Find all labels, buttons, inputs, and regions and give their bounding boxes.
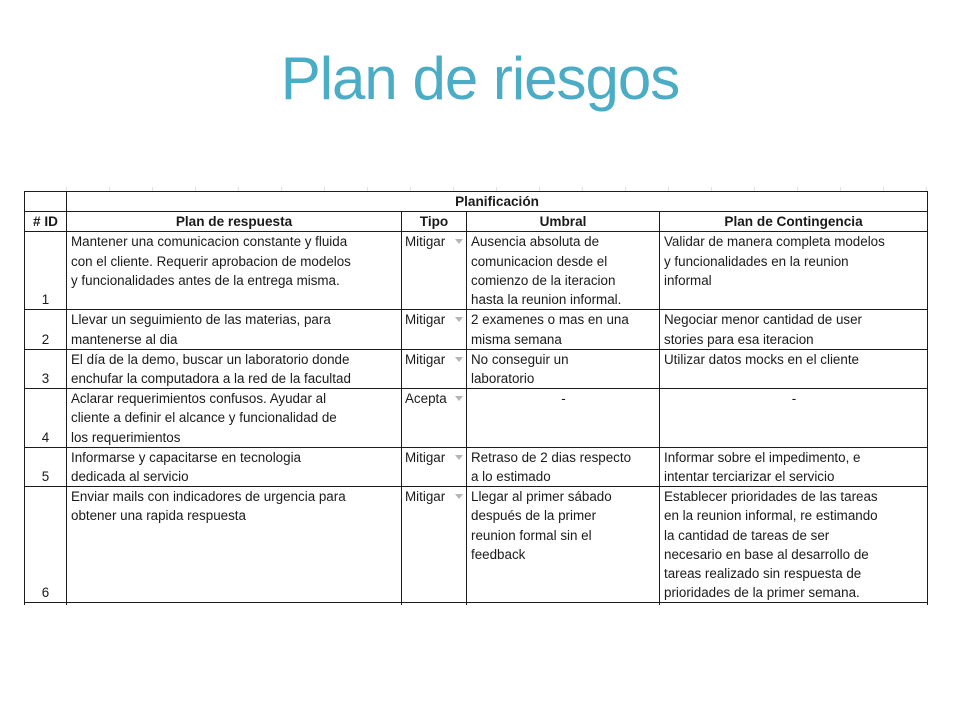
dropdown-arrow-icon[interactable] xyxy=(455,455,463,460)
plan-respuesta-cell: Enviar mails con indicadores de urgencia para obtener una rapida respuesta xyxy=(67,487,402,603)
tipo-value: Mitigar xyxy=(405,489,446,505)
slide-title: Plan de riesgos xyxy=(280,45,680,112)
contingencia-cell: Validar de manera completa modelos y funcionalidades en la reunion informal xyxy=(660,232,928,310)
table-row xyxy=(25,447,928,486)
row-id: 5 xyxy=(25,447,67,486)
umbral-cell: - xyxy=(467,389,660,448)
row-id: 4 xyxy=(25,389,67,448)
umbral-cell: No conseguir un laboratorio xyxy=(467,349,660,388)
spreadsheet-screenshot xyxy=(24,187,954,605)
column-header-plan-respuesta: Plan de respuesta xyxy=(67,212,402,232)
tipo-value: Mitigar xyxy=(405,312,446,328)
plan-respuesta-cell: Mantener una comunicacion constante y fluida con el cliente. Requerir aprobacion de modelos y funcionalidades antes de la entrega misma. xyxy=(67,232,402,310)
tipo-value: Mitigar xyxy=(405,234,446,250)
row-id: 6 xyxy=(25,487,67,603)
dropdown-arrow-icon[interactable] xyxy=(455,396,463,401)
trailing-row xyxy=(25,603,928,605)
table-row xyxy=(25,389,928,448)
empty-cell xyxy=(660,603,928,605)
row-id: 1 xyxy=(25,232,67,310)
table-row xyxy=(25,349,928,388)
umbral-cell: Llegar al primer sábado después de la primer reunion formal sin el feedback xyxy=(467,487,660,603)
tipo-value: Mitigar xyxy=(405,351,446,367)
dropdown-arrow-icon[interactable] xyxy=(455,494,463,499)
umbral-cell: Retraso de 2 dias respecto a lo estimado xyxy=(467,447,660,486)
blank-corner-cell xyxy=(25,192,67,212)
contingencia-cell: Negociar menor cantidad de user stories para esa iteracion xyxy=(660,310,928,349)
column-header-row xyxy=(25,212,928,232)
table-row xyxy=(25,487,928,603)
tipo-dropdown[interactable] xyxy=(402,349,467,388)
dropdown-arrow-icon[interactable] xyxy=(455,357,463,362)
column-header-umbral: Umbral xyxy=(467,212,660,232)
column-header-plan-contingencia: Plan de Contingencia xyxy=(660,212,928,232)
group-header-planificacion: Planificación xyxy=(67,192,928,212)
table-row xyxy=(25,232,928,310)
contingencia-cell: - xyxy=(660,389,928,448)
risk-plan-table xyxy=(24,191,928,605)
empty-cell xyxy=(25,603,67,605)
tipo-dropdown[interactable] xyxy=(402,310,467,349)
tipo-value: Acepta xyxy=(405,391,447,407)
plan-respuesta-cell: Llevar un seguimiento de las materias, para mantenerse al dia xyxy=(67,310,402,349)
umbral-cell: 2 examenes o mas en una misma semana xyxy=(467,310,660,349)
empty-cell xyxy=(402,603,467,605)
contingencia-cell: Utilizar datos mocks en el cliente xyxy=(660,349,928,388)
row-id: 2 xyxy=(25,310,67,349)
row-id: 3 xyxy=(25,349,67,388)
empty-cell xyxy=(67,603,402,605)
contingencia-cell: Establecer prioridades de las tareas en la reunion informal, re estimando la cantidad de tareas de ser necesario en base al desarrollo de tareas realizado sin respuesta de prioridades de la primer semana. xyxy=(660,487,928,603)
tipo-value: Mitigar xyxy=(405,449,446,465)
dropdown-arrow-icon[interactable] xyxy=(455,317,463,322)
plan-respuesta-cell: Informarse y capacitarse en tecnologia dedicada al servicio xyxy=(67,447,402,486)
column-header-id: # ID xyxy=(25,212,67,232)
tipo-dropdown[interactable] xyxy=(402,487,467,603)
empty-cell xyxy=(467,603,660,605)
column-header-tipo: Tipo xyxy=(402,212,467,232)
dropdown-arrow-icon[interactable] xyxy=(455,239,463,244)
tipo-dropdown[interactable] xyxy=(402,389,467,448)
plan-respuesta-cell: Aclarar requerimientos confusos. Ayudar al cliente a definir el alcance y funcionalidad de los requerimientos xyxy=(67,389,402,448)
tipo-dropdown[interactable] xyxy=(402,447,467,486)
table-row xyxy=(25,310,928,349)
group-header-row xyxy=(25,192,928,212)
contingencia-cell: Informar sobre el impedimento, e intentar terciarizar el servicio xyxy=(660,447,928,486)
plan-respuesta-cell: El día de la demo, buscar un laboratorio donde enchufar la computadora a la red de la facultad xyxy=(67,349,402,388)
tipo-dropdown[interactable] xyxy=(402,232,467,310)
umbral-cell: Ausencia absoluta de comunicacion desde el comienzo de la iteracion hasta la reunion informal. xyxy=(467,232,660,310)
